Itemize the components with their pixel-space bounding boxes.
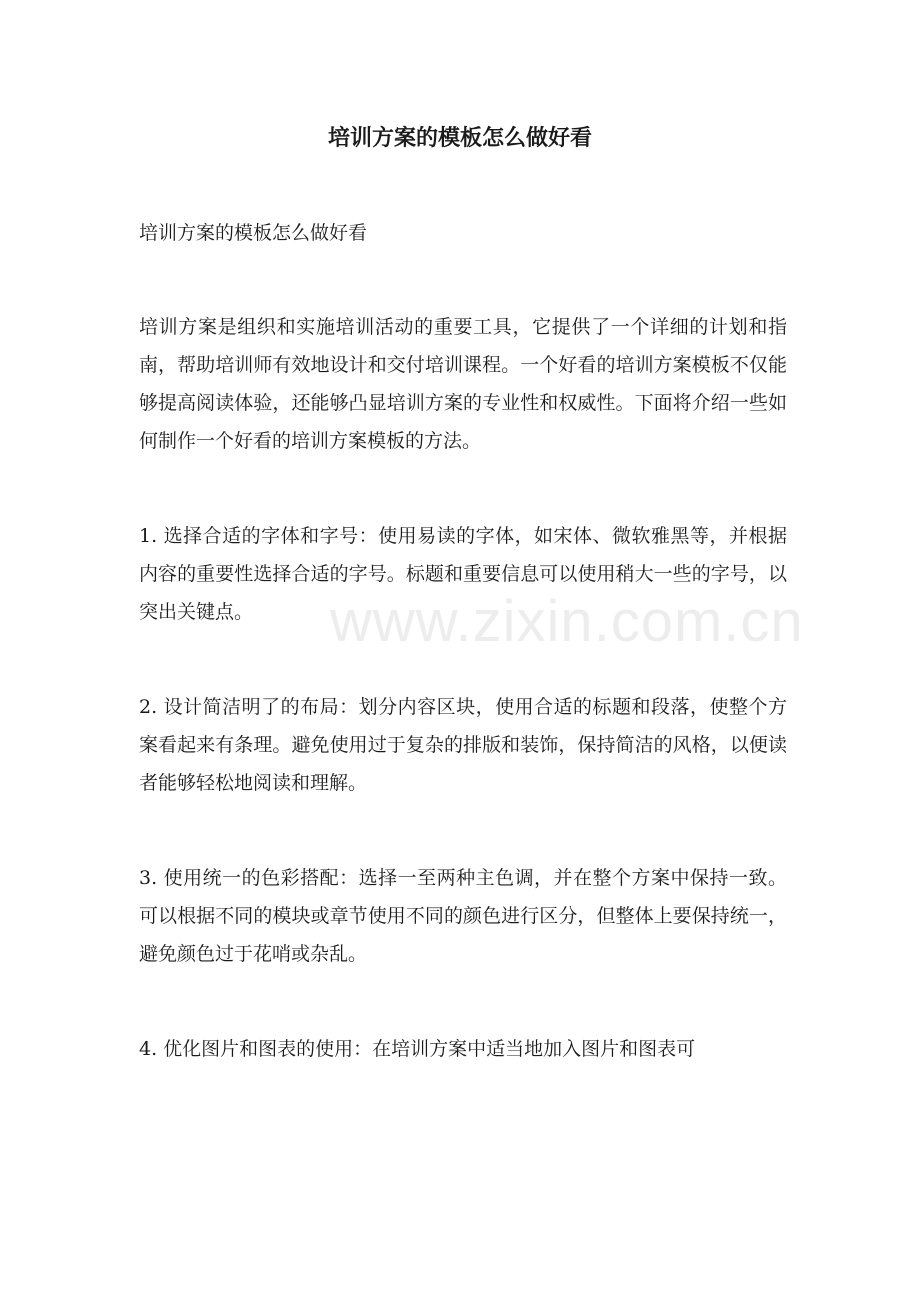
tip-paragraph-3: 3. 使用统一的色彩搭配：选择一至两种主色调，并在整个方案中保持一致。可以根据不同的模块或章节使用不同的颜色进行区分，但整体上要保持统一，避免颜色过于花哨或杂乱。: [139, 867, 787, 965]
document-body: [139, 214, 787, 1125]
intro-paragraph: 培训方案是组织和实施培训活动的重要工具，它提供了一个详细的计划和指南，帮助培训师有效地设计和交付培训课程。一个好看的培训方案模板不仅能够提高阅读体验，还能够凸显培训方案的专业性和权威性。下面将介绍一些如何制作一个好看的培训方案模板的方法。: [139, 316, 787, 452]
watermark: www.zixin.com.cn: [330, 589, 804, 654]
document-title: 培训方案的模板怎么做好看: [327, 125, 592, 151]
document-subtitle: 培训方案的模板怎么做好看: [139, 222, 368, 244]
tip-paragraph-2: 2. 设计简洁明了的布局：划分内容区块，使用合适的标题和段落，使整个方案看起来有条理。避免使用过于复杂的排版和装饰，保持简洁的风格，以便读者能够轻松地阅读和理解。: [139, 696, 787, 794]
tip-paragraph-1: 1. 选择合适的字体和字号：使用易读的字体，如宋体、微软雅黑等，并根据内容的重要性选择合适的字号。标题和重要信息可以使用稍大一些的字号，以突出关键点。: [139, 525, 787, 623]
tip-paragraph-4: 4. 优化图片和图表的使用：在培训方案中适当地加入图片和图表可: [139, 1038, 696, 1060]
